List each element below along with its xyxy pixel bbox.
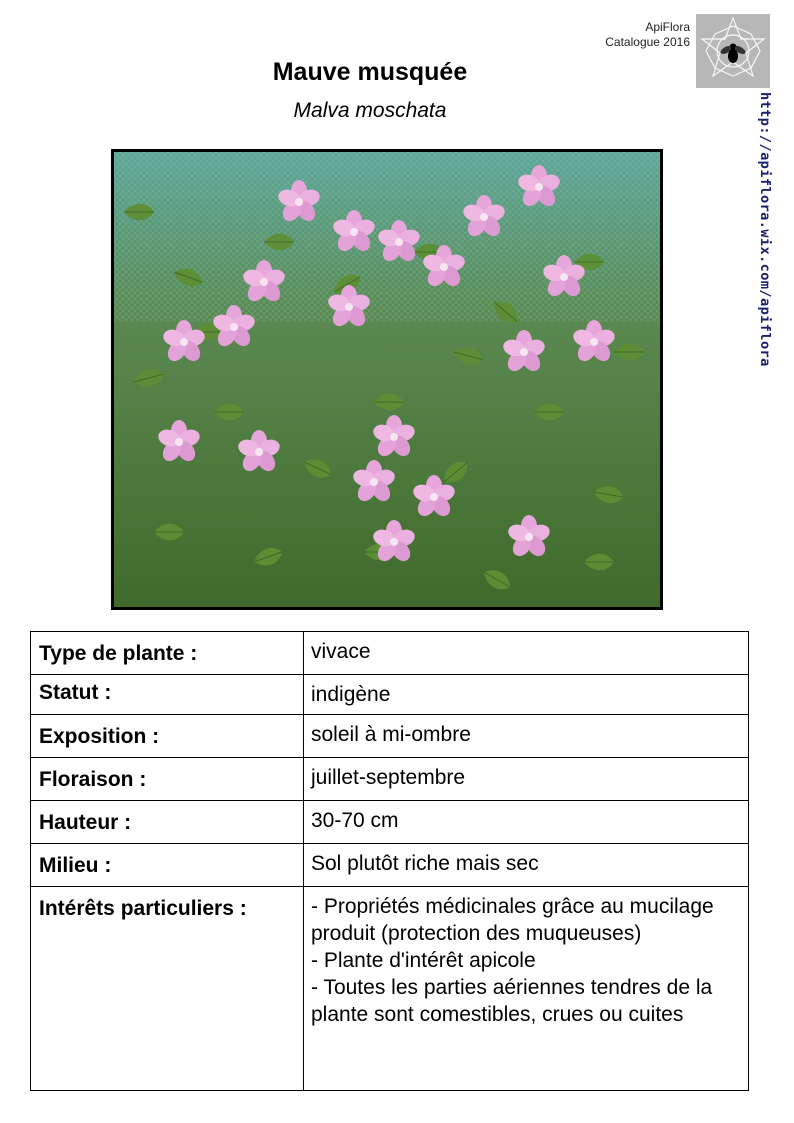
table-row: [31, 715, 749, 758]
plant-common-name: Mauve musquée: [272, 58, 468, 86]
row-value: soleil à mi-ombre: [304, 715, 749, 758]
row-label: Floraison :: [31, 758, 304, 801]
catalogue-year: Catalogue 2016: [605, 35, 690, 49]
mallow-flowers-image: [114, 152, 660, 607]
table-row: [31, 758, 749, 801]
table-row: [31, 632, 749, 675]
row-label: Statut :: [31, 675, 304, 715]
row-value: vivace: [304, 632, 749, 675]
row-value: indigène: [304, 675, 749, 715]
interests-value: - Propriétés médicinales grâce au mucilage produit (protection des muqueuses) - Plante d'intérêt apicole - Toutes les parties aériennes tendres de la plante sont comestibles, crues ou cuites: [304, 887, 749, 1091]
plant-photo: [111, 149, 663, 610]
row-value: Sol plutôt riche mais sec: [304, 844, 749, 887]
brand-header: [560, 20, 690, 50]
table-row: [31, 887, 749, 1091]
row-value: juillet-septembre: [304, 758, 749, 801]
brand-name: ApiFlora: [645, 20, 690, 34]
row-label: Intérêts particuliers :: [31, 887, 304, 1091]
website-url[interactable]: http://apiflora.wix.com/apiflora: [757, 92, 773, 367]
row-label: Type de plante :: [31, 632, 304, 675]
table-row: [31, 675, 749, 715]
row-label: Milieu :: [31, 844, 304, 887]
row-value: 30-70 cm: [304, 801, 749, 844]
plant-latin-name: Malva moschata: [293, 99, 447, 122]
table-row: [31, 801, 749, 844]
plant-info-table: [30, 631, 749, 1091]
table-row: [31, 844, 749, 887]
row-label: Exposition :: [31, 715, 304, 758]
row-label: Hauteur :: [31, 801, 304, 844]
